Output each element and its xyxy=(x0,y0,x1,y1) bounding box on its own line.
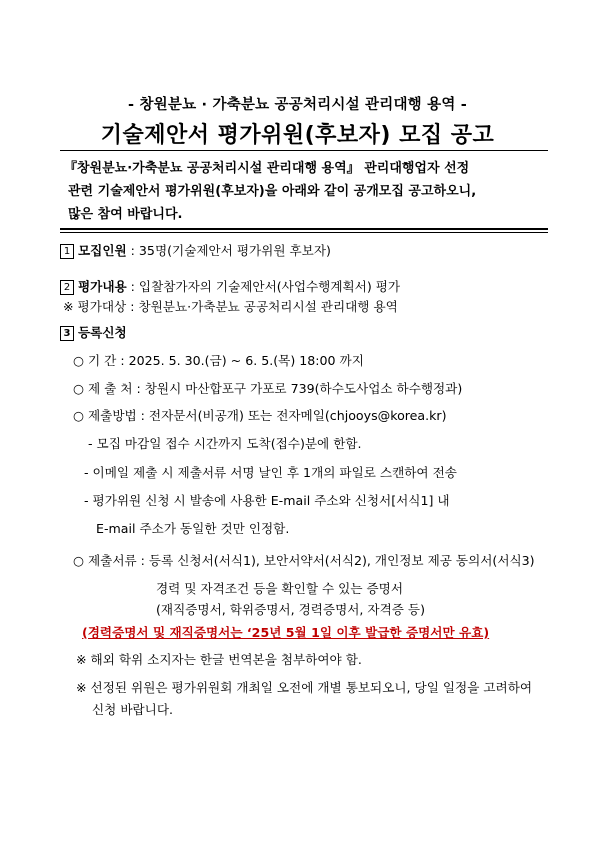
section-label: 평가내용 xyxy=(78,279,127,294)
section-label: 모집인원 xyxy=(78,243,127,258)
top-divider xyxy=(60,150,548,151)
required-documents-line-2: 경력 및 자격조건 등을 확인할 수 있는 증명서 xyxy=(156,581,404,596)
registration-period: ○ 기 간 : 2025. 5. 30.(금) ~ 6. 5.(목) 18:00 까지 xyxy=(73,353,364,368)
document-subtitle: - 창원분뇨 · 가축분뇨 공공처리시설 관리대행 용역 - xyxy=(127,97,468,113)
registration-method: ○ 제출방법 : 전자문서(비공개) 또는 전자메일(chjooys@korea.kr) xyxy=(73,408,447,423)
method-note-1: - 모집 마감일 접수 시간까지 도착(접수)분에 한함. xyxy=(88,436,362,451)
bottom-divider-thick xyxy=(60,228,548,230)
document-title: 기술제안서 평가위원(후보자) 모집 공고 xyxy=(100,123,495,148)
selection-notice-note-cont: 신청 바랍니다. xyxy=(92,702,173,717)
section-label: 등록신청 xyxy=(78,325,127,340)
section-registration xyxy=(60,322,127,341)
intro-line-1: 『창원분뇨·가축분뇨 공공처리시설 관리대행 용역』 관리대행업자 선정 xyxy=(64,161,470,176)
section-evaluation xyxy=(60,276,400,295)
section-number-box: 2 xyxy=(60,280,74,295)
method-note-3: - 평가위원 신청 시 발송에 사용한 E-mail 주소와 신청서[서식1] 내 xyxy=(84,493,450,508)
intro-paragraph xyxy=(62,157,548,226)
evaluation-target-note: ※ 평가대상 : 창원분뇨·가축분뇨 공공처리시설 관리대행 용역 xyxy=(63,299,398,314)
method-note-2: - 이메일 제출 시 제출서류 서명 날인 후 1개의 파일로 스캔하여 전송 xyxy=(84,465,457,480)
section-recruit xyxy=(60,240,331,259)
intro-line-2: 관련 기술제안서 평가위원(후보자)을 아래와 같이 공개모집 공고하오니, xyxy=(68,184,477,199)
required-documents: ○ 제출서류 : 등록 신청서(서식1), 보안서약서(서식2), 개인정보 제공 동의서(서식3) xyxy=(73,553,535,568)
section-text: : 입찰참가자의 기술제안서(사업수행계획서) 평가 xyxy=(126,279,401,294)
section-number-box: 1 xyxy=(60,244,74,259)
selection-notice-note: ※ 선정된 위원은 평가위원회 개최일 오전에 개별 통보되오니, 당일 일정을 고려하여 xyxy=(76,680,533,695)
registration-place: ○ 제 출 처 : 창원시 마산합포구 가포로 739(하수도사업소 하수행정과) xyxy=(73,381,463,396)
bottom-divider-thin xyxy=(60,232,548,233)
intro-line-3: 많은 참여 바랍니다. xyxy=(68,207,183,222)
overseas-degree-note: ※ 해외 학위 소지자는 한글 번역본을 첨부하여야 함. xyxy=(76,652,362,667)
section-text: : 35명(기술제안서 평가위원 후보자) xyxy=(126,243,331,258)
documents-validity-warning: (경력증명서 및 재직증명서는 ‘25년 5월 1일 이후 발급한 증명서만 유효) xyxy=(82,625,490,640)
required-documents-line-3: (재직증명서, 학위증명서, 경력증명서, 자격증 등) xyxy=(156,602,425,617)
section-number-box: 3 xyxy=(60,326,74,341)
method-note-4: E-mail 주소가 동일한 것만 인정함. xyxy=(96,521,290,536)
